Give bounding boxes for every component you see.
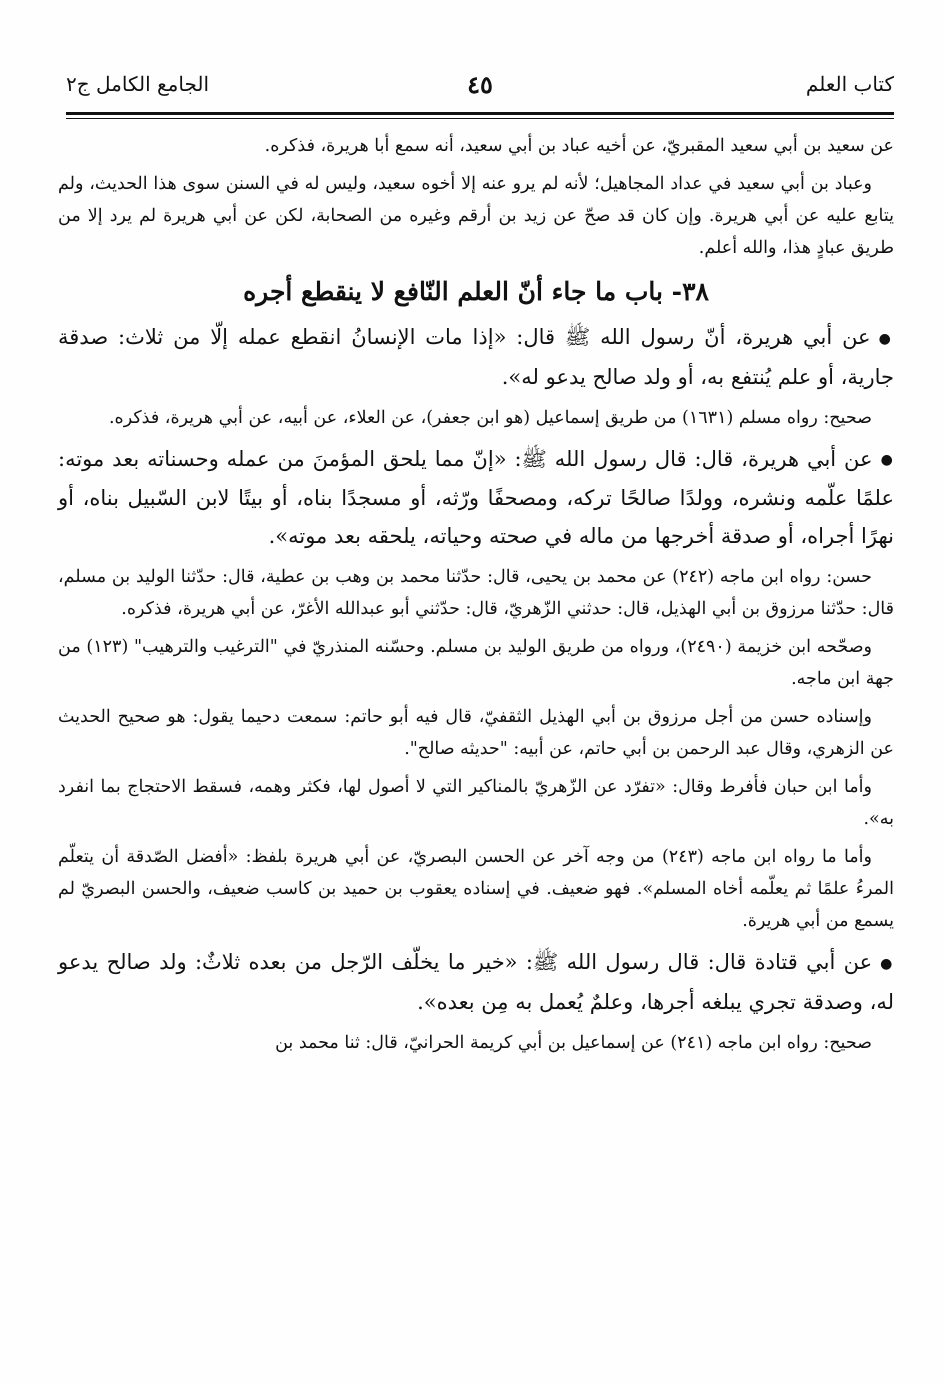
paragraph: وصحّحه ابن خزيمة (٢٤٩٠)، ورواه من طريق الوليد بن مسلم. وحسّنه المنذريّ في "الترغيب والترهيب" (١٢٣) من جهة ابن ماجه. bbox=[58, 637, 894, 689]
book-title: الجامع الكامل ج٢ bbox=[66, 72, 210, 96]
hadith-text: عن أبي هريرة، قال: قال رسول الله ﷺ: «إنّ مما يلحق المؤمنَ من عمله وحسناته بعد موته: علمًا علّمه ونشره، وولدًا صالحًا تركه، ومصحفًا ورّثه، أو مسجدًا بناه، أو بيتًا لابن السّبيل بناه، أو نهرًا أجراه، أو صدقة أخرجها من ماله في صحته وحياته، يلحقه بعد موته». bbox=[58, 446, 894, 548]
chapter-title: ٣٨- باب ما جاء أنّ العلم النّافع لا ينقطع أجره bbox=[243, 277, 709, 306]
book-section-title: كتاب العلم bbox=[805, 72, 894, 96]
header-rule-thin bbox=[66, 118, 894, 119]
paragraph: وأما ما رواه ابن ماجه (٢٤٣) من وجه آخر عن الحسن البصريّ، عن أبي هريرة بلفظ: «أفضل الصّدقة أن يتعلّم المرءُ علمًا ثم يعلّمه أخاه المسلم». فهو ضعيف. في إسناده يعقوب بن حميد بن كاسب ضعيف، والحسن البصريّ لم يسمع من أبي هريرة. bbox=[58, 847, 894, 931]
bullet-icon: ● bbox=[880, 452, 895, 468]
hadith-paragraph bbox=[58, 318, 894, 396]
paragraph: وعباد بن أبي سعيد في عداد المجاهيل؛ لأنه لم يرو عنه إلا أخوه سعيد، وليس له في السنن سوى هذا الحديث، ولم يتابع عليه عن أبي هريرة. وإن كان قد صحّ عن زيد بن أرقم وغيره من الصحابة، لكن عن أبي هريرة لم يرد إلا من طريق عبادٍ هذا، والله أعلم. bbox=[58, 174, 894, 258]
paragraph: وإسناده حسن من أجل مرزوق بن أبي الهذيل الثقفيّ، قال فيه أبو حاتم: سمعت دحيما يقول: هو صحيح الحديث عن الزهري، وقال عبد الرحمن بن أبي حاتم، عن أبيه: "حديثه صالح". bbox=[58, 707, 894, 759]
page-header bbox=[66, 68, 894, 106]
header-rule-thick bbox=[66, 112, 894, 115]
hadith-text: عن أبي قتادة قال: قال رسول الله ﷺ: «خير ما يخلّف الرّجل من بعده ثلاثٌ: ولد صالح يدعو له، وصدقة تجري يبلغه أجرها، وعلمٌ يُعمل به مِن بعده». bbox=[58, 950, 894, 1014]
paragraph: صحيح: رواه مسلم (١٦٣١) من طريق إسماعيل (هو ابن جعفر)، عن العلاء، عن أبيه، عن أبي هريرة، فذكره. bbox=[108, 407, 872, 428]
paragraph: عن سعيد بن أبي سعيد المقبريّ، عن أخيه عباد بن أبي سعيد، أنه سمع أبا هريرة، فذكره. bbox=[264, 136, 894, 156]
hadith-text: عن أبي هريرة، أنّ رسول الله ﷺ قال: «إذا مات الإنسانُ انقطع عمله إلّا من ثلاث: صدقة جارية، أو علم يُنتفع به، أو ولد صالح يدعو له». bbox=[58, 325, 894, 389]
page-body bbox=[58, 130, 894, 1065]
hadith-paragraph bbox=[58, 440, 894, 556]
bullet-icon: ● bbox=[878, 330, 894, 347]
paragraph: وأما ابن حبان فأفرط وقال: «تفرّد عن الزّهريّ بالمناكير التي لا أصول لها، فكثر وهمه، فسقط الاحتجاج بما انفرد به». bbox=[58, 777, 894, 829]
paragraph: صحيح: رواه ابن ماجه (٢٤١) عن إسماعيل بن أبي كريمة الحرانيّ، قال: ثنا محمد بن bbox=[275, 1032, 872, 1053]
page-number: ٤٥ bbox=[467, 70, 493, 99]
hadith-paragraph bbox=[58, 943, 894, 1021]
paragraph: حسن: رواه ابن ماجه (٢٤٢) عن محمد بن يحيى، قال: حدّثنا محمد بن وهب بن عطية، قال: حدّثنا الوليد بن مسلم، قال: حدّثنا مرزوق بن أبي الهذيل، قال: حدثني الزّهريّ، قال: حدّثني أبو عبدالله الأغرّ، عن أبي هريرة، فذكره. bbox=[58, 567, 894, 619]
bullet-icon: ● bbox=[880, 955, 895, 972]
